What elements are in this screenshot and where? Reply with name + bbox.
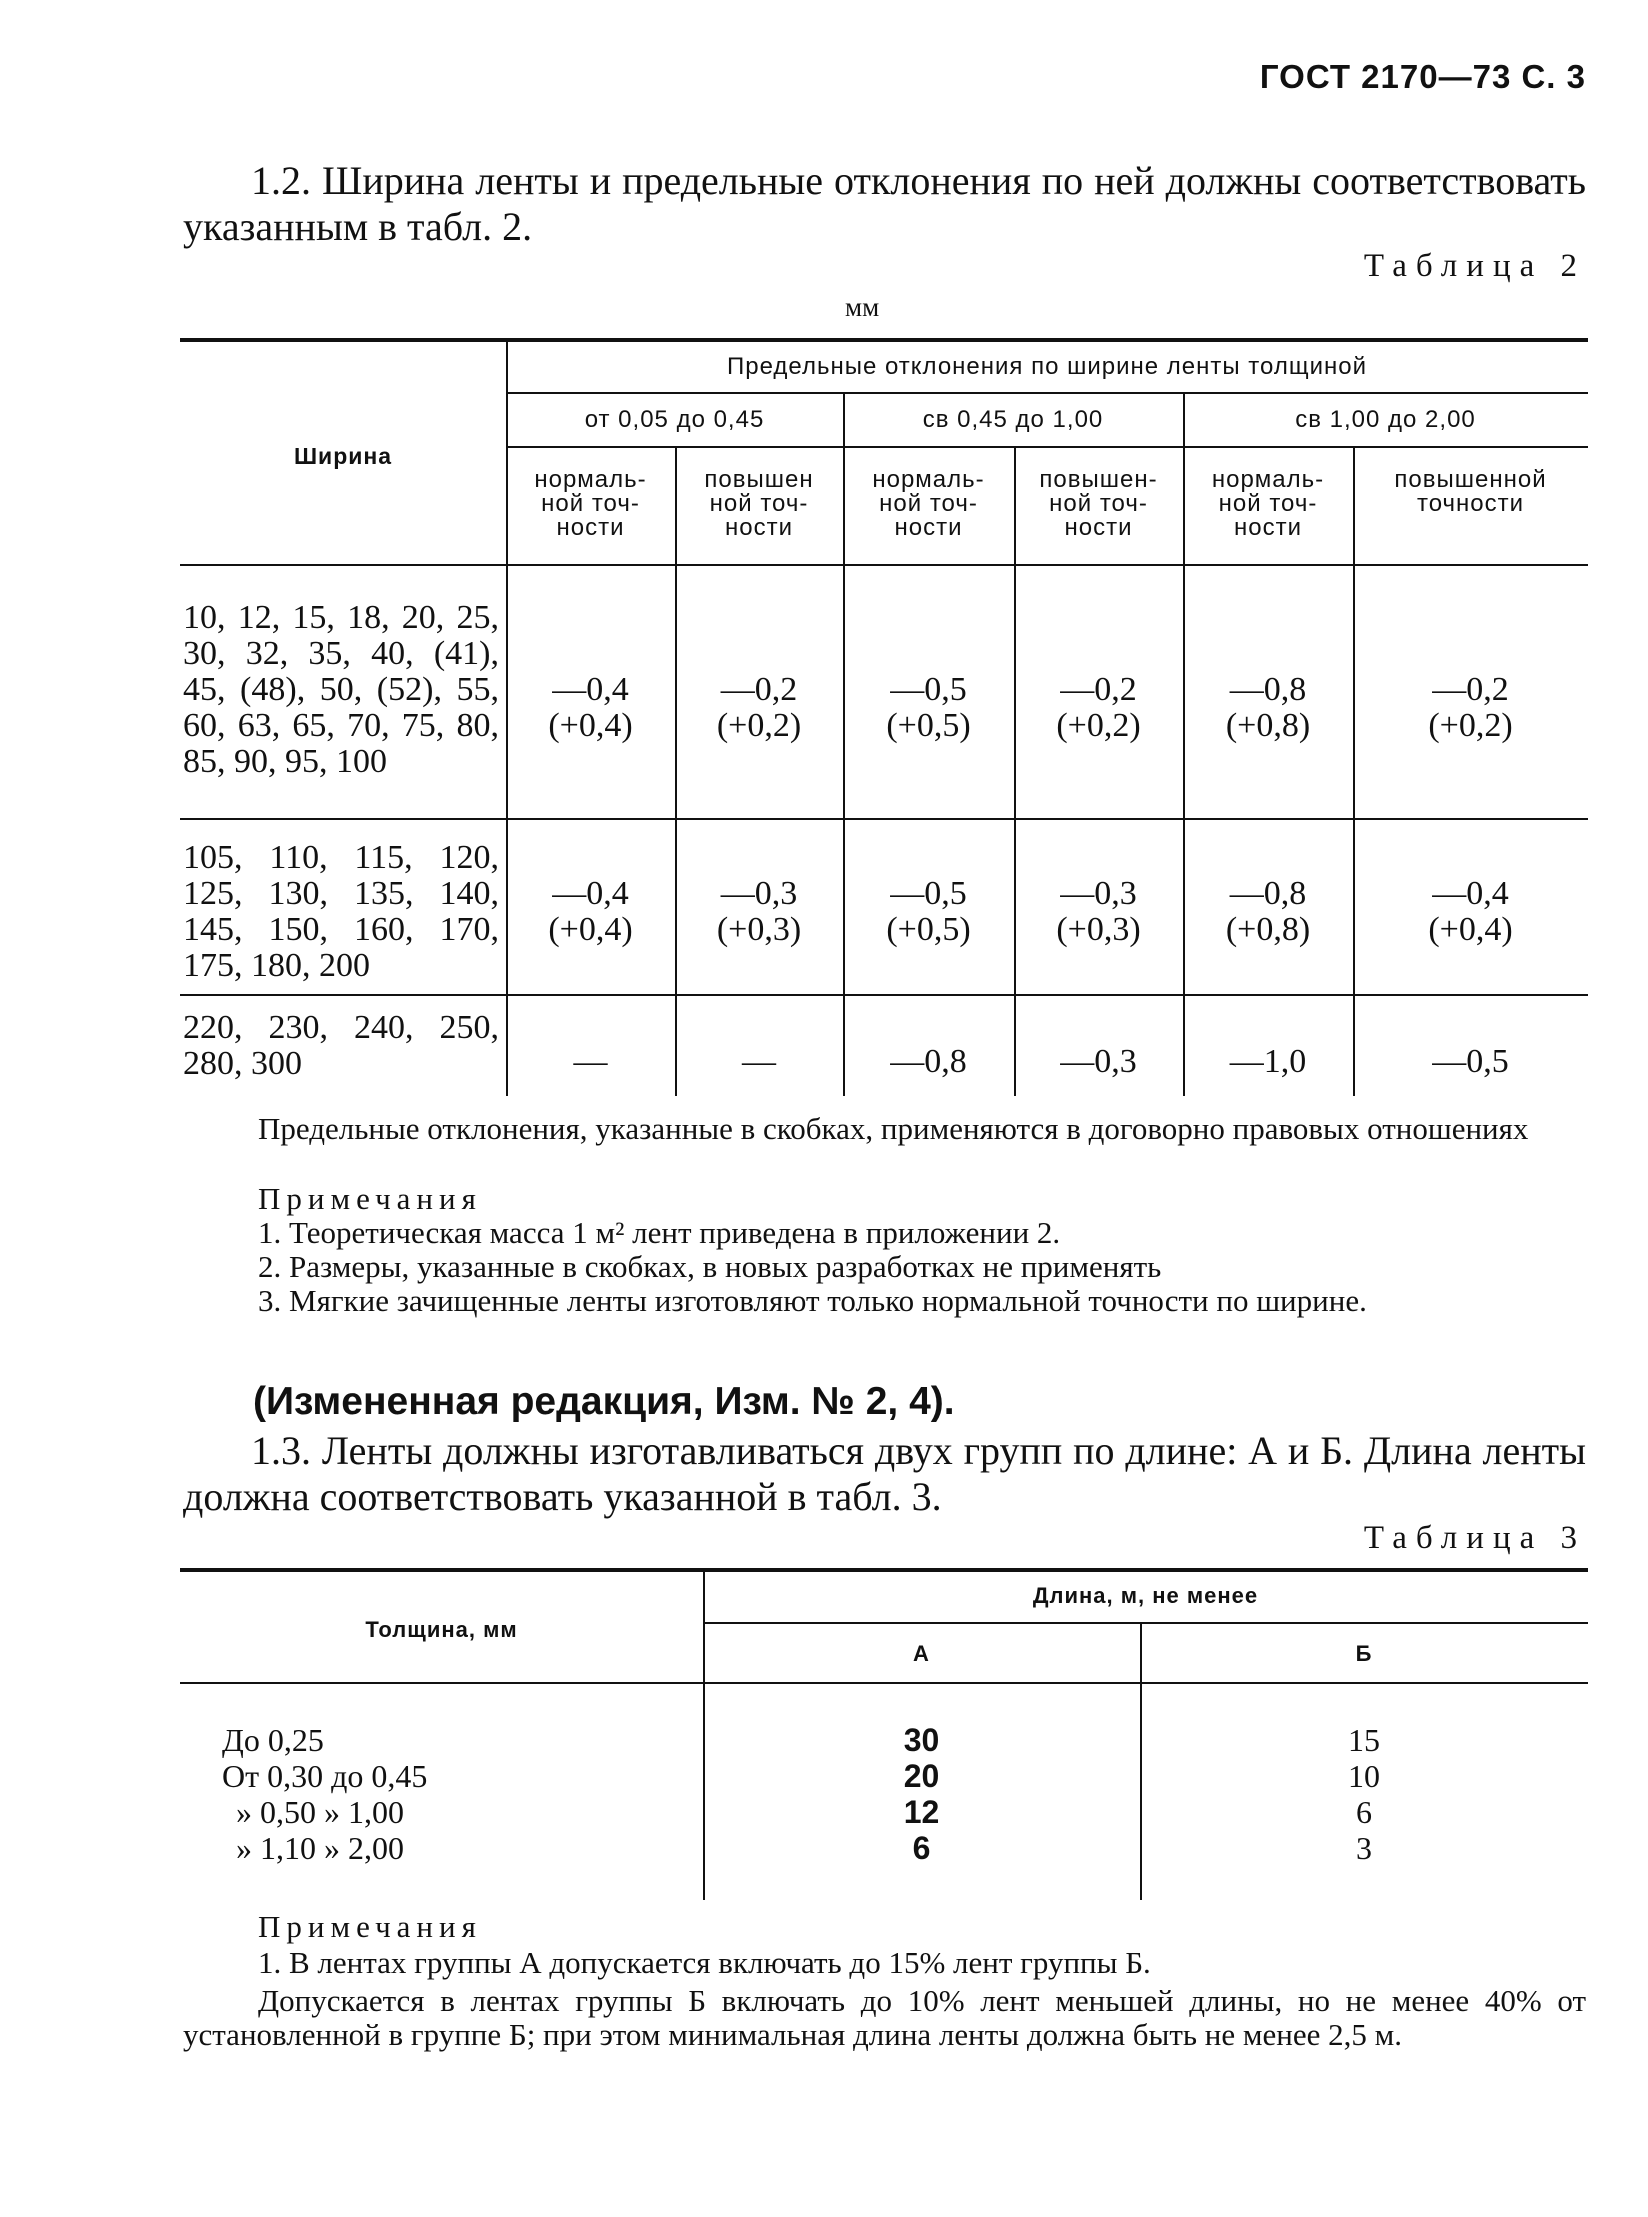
note-item-text: 3. Мягкие зачищенные ленты изготовляют только нормальной точности по ширине. xyxy=(258,1283,1367,1318)
note-item: 2. Размеры, указанные в скобках, в новых разработках не применять xyxy=(258,1249,1162,1284)
table3-a: 30 xyxy=(903,1722,940,1758)
table2-vline xyxy=(1353,448,1355,1096)
table2-acc-normal: нормаль- ной точ- ности xyxy=(872,466,985,541)
table2-value: —0,3 xyxy=(1060,1043,1137,1080)
table2-acc-normal: нормаль- ной точ- ности xyxy=(534,466,647,541)
table3-a: 20 xyxy=(903,1758,940,1794)
table2-value: —0,8 xyxy=(890,1043,967,1080)
table2-value: —0,5 xyxy=(1432,1043,1509,1080)
table3-b: 6 xyxy=(1356,1794,1372,1830)
table3-note xyxy=(183,1984,1586,2052)
table2-value: —0,3 (+0,3) xyxy=(1056,875,1141,948)
changed-edition: (Измененная редакция, Изм. № 2, 4). xyxy=(253,1380,955,1423)
table2-value: —0,4 (+0,4) xyxy=(548,875,633,948)
table3-header-rule xyxy=(180,1682,1588,1684)
table2-range: св 0,45 до 1,00 xyxy=(922,406,1104,433)
table3-b: 15 xyxy=(1348,1722,1380,1758)
table3-top-rule xyxy=(180,1568,1588,1572)
table2-footnote: Предельные отклонения, указанные в скобках, применяются в договорно правовых отношениях xyxy=(258,1111,1529,1146)
table2-row-widths: 220, 230, 240, 250, 280, 300 xyxy=(183,1009,499,1082)
table2-value: —0,2 (+0,2) xyxy=(1428,671,1513,744)
table2-header-rule xyxy=(180,564,1588,566)
table3-thickness: » 1,10 » 2,00 xyxy=(236,1830,404,1866)
table2-col-width: Ширина xyxy=(293,443,393,469)
table2-range: от 0,05 до 0,45 xyxy=(584,406,765,433)
table2-value: — xyxy=(742,1043,776,1080)
table3-thickness: До 0,25 xyxy=(222,1722,324,1758)
table2-value: —0,5 (+0,5) xyxy=(886,875,971,948)
table2-acc-high: повышен- ной точ- ности xyxy=(1039,466,1158,541)
table2-value: —0,4 (+0,4) xyxy=(548,671,633,744)
paragraph-1-2 xyxy=(183,158,1586,250)
paragraph-1-2-text: 1.2. Ширина ленты и предельные отклонения по ней должны соответствовать указанным в табл. 2. xyxy=(183,158,1586,249)
table2-value: —0,2 (+0,2) xyxy=(1056,671,1141,744)
table2-value: —0,8 (+0,8) xyxy=(1225,875,1311,948)
table2-value: —0,8 (+0,8) xyxy=(1225,671,1311,744)
note-item xyxy=(183,1284,1586,1318)
table2-value: — xyxy=(573,1043,608,1080)
table3-note-text: Допускается в лентах группы Б включать до 10% лент меньшей длины, но не менее 40% от установленной в группе Б; при этом минимальная длина ленты должна быть не менее 2,5 м. xyxy=(183,1983,1586,2052)
table2-vline xyxy=(675,448,677,1096)
table2-value: —0,3 (+0,3) xyxy=(716,875,802,948)
table2-row-rule xyxy=(180,818,1588,820)
table3-a: 6 xyxy=(912,1830,931,1866)
table2-row-widths: 105, 110, 115, 120, 125, 130, 135, 140, 145, 150, 160, 170, 175, 180, 200 xyxy=(183,839,499,984)
table3-note: 1. В лентах группы А допускается включать до 15% лент группы Б. xyxy=(258,1945,1151,1980)
table2-top-rule xyxy=(180,338,1588,342)
table3-thickness: От 0,30 до 0,45 xyxy=(222,1758,428,1794)
notes-title: Примечания xyxy=(258,1181,482,1216)
table2-acc-normal: нормаль- ной точ- ности xyxy=(1211,466,1325,541)
table3-b: 10 xyxy=(1348,1758,1380,1794)
table3-b: 3 xyxy=(1356,1830,1372,1866)
paragraph-1-3 xyxy=(183,1428,1586,1520)
table3-col-thickness: Толщина, мм xyxy=(365,1617,518,1642)
table3-a: 12 xyxy=(903,1794,940,1830)
table2-group-header: Предельные отклонения по ширине ленты толщиной xyxy=(726,353,1368,380)
table2-unit: мм xyxy=(845,292,880,322)
table2-value: —0,2 (+0,2) xyxy=(716,671,802,744)
table2-range: св 1,00 до 2,00 xyxy=(1295,406,1476,433)
note-item: 1. Теоретическая масса 1 м² лент приведена в приложении 2. xyxy=(258,1215,1061,1250)
table2-hline xyxy=(506,392,1588,394)
table3-thickness: » 0,50 » 1,00 xyxy=(236,1794,404,1830)
table2-acc-high: повышенной точности xyxy=(1394,466,1547,517)
table3-col-b: Б xyxy=(1355,1641,1373,1666)
page-header: ГОСТ 2170—73 С. 3 xyxy=(1259,58,1586,95)
table2-value: —0,4 (+0,4) xyxy=(1428,875,1513,948)
paragraph-1-3-text: 1.3. Ленты должны изготавливаться двух групп по длине: А и Б. Длина ленты должна соответствовать указанной в табл. 3. xyxy=(183,1428,1586,1519)
table2-acc-high: повышен ной точ- ности xyxy=(704,466,814,541)
table3-col-length: Длина, м, не менее xyxy=(1032,1583,1259,1608)
table3-notes-title: Примечания xyxy=(258,1909,482,1944)
table2-value: —1,0 xyxy=(1229,1043,1307,1080)
table2-caption: Таблица 2 xyxy=(1363,248,1586,284)
table2-row-rule xyxy=(180,994,1588,996)
table3-col-a: А xyxy=(913,1641,930,1666)
table2-vline xyxy=(1014,448,1016,1096)
table3-hline xyxy=(703,1622,1588,1624)
table2-value: —0,5 (+0,5) xyxy=(886,671,971,744)
table2-hline xyxy=(506,446,1588,448)
table3-caption: Таблица 3 xyxy=(1363,1520,1586,1556)
table2-row-widths: 10, 12, 15, 18, 20, 25, 30, 32, 35, 40, (41), 45, (48), 50, (52), 55, 60, 63, 65, 70, 75, 80, 85, 90, 95, 100 xyxy=(183,599,499,780)
